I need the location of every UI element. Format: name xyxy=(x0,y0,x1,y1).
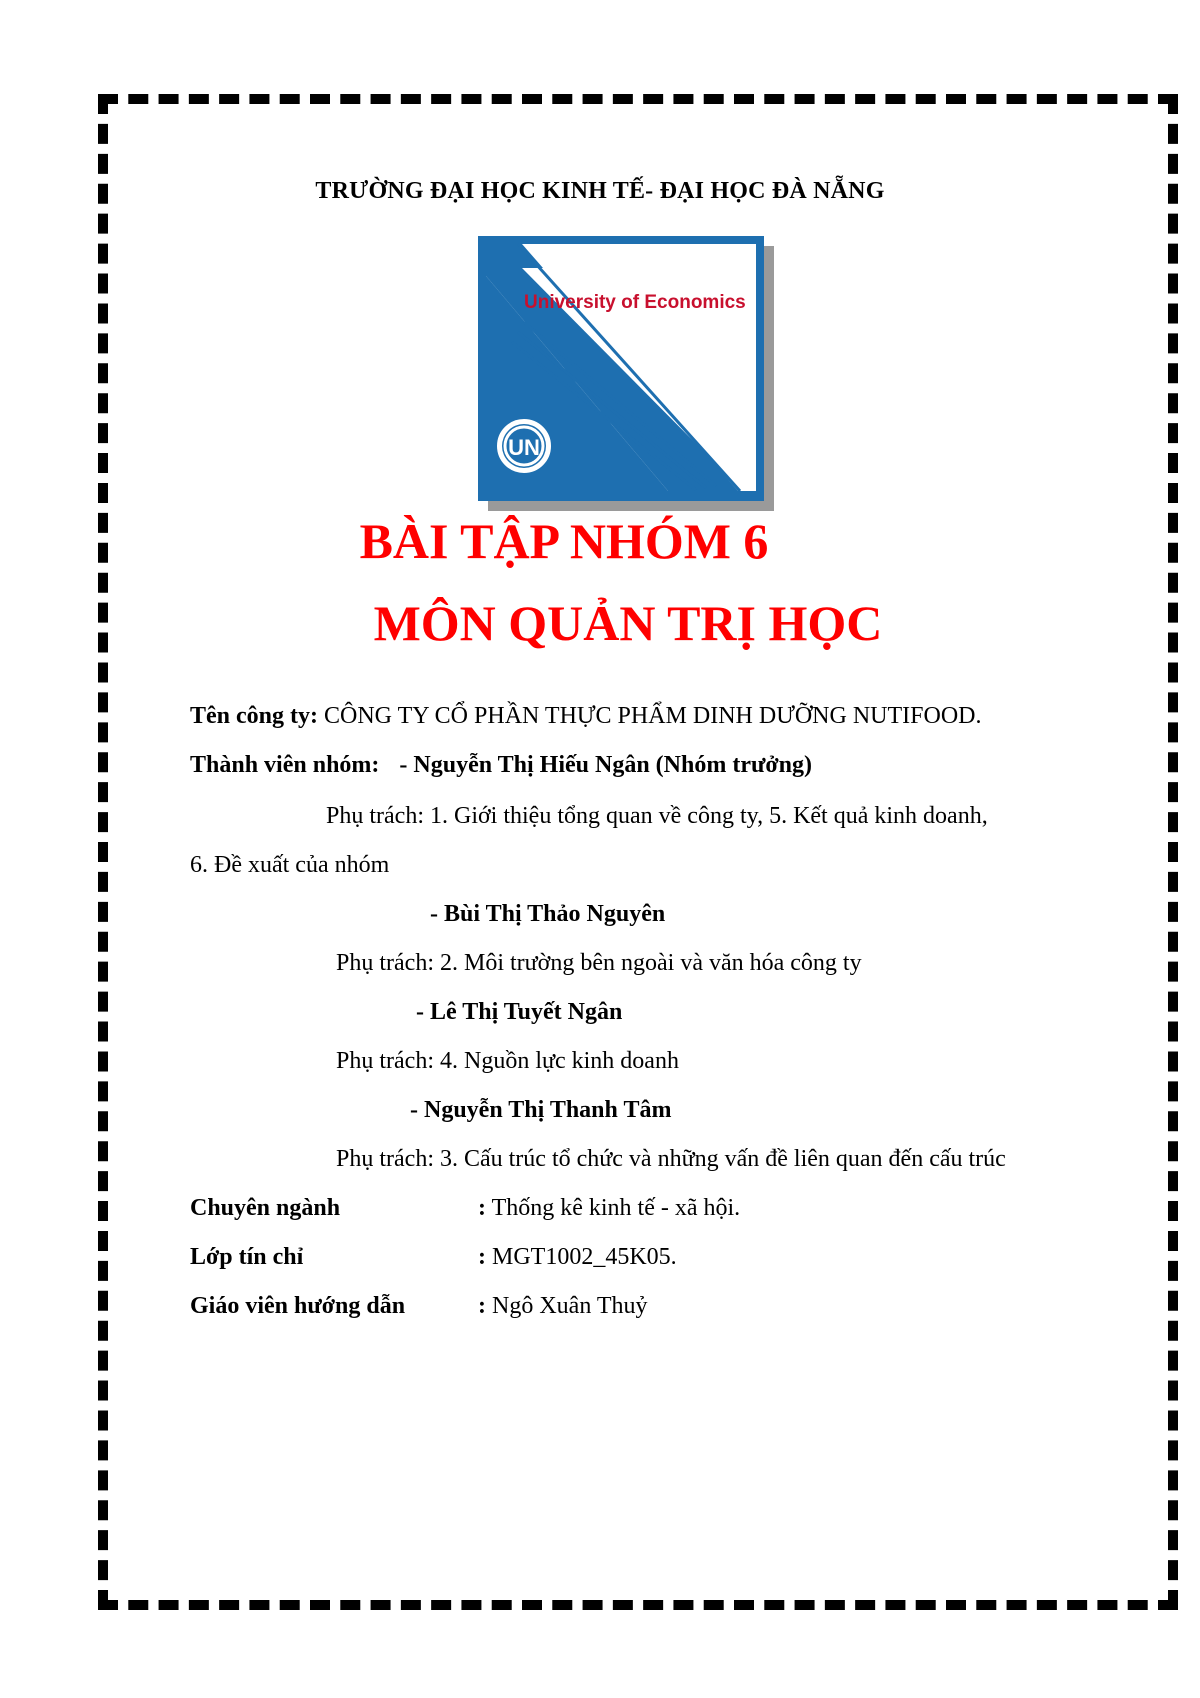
title-line-2: MÔN QUẢN TRỊ HỌC xyxy=(373,595,883,651)
member-name: - Nguyễn Thị Hiếu Ngân (Nhóm trưởng) xyxy=(399,752,813,778)
member-name: - Lê Thị Tuyết Ngân xyxy=(416,999,623,1025)
member-task-continued: 6. Đề xuất của nhóm xyxy=(190,852,390,878)
major-label: Chuyên ngành xyxy=(190,1195,341,1221)
logo-emblem: UN xyxy=(508,435,540,460)
member-name: - Nguyễn Thị Thanh Tâm xyxy=(410,1097,672,1123)
class-label: Lớp tín chỉ xyxy=(190,1244,304,1270)
member-task: Phụ trách: 2. Môi trường bên ngoài và văn hóa công ty xyxy=(336,950,862,976)
university-logo xyxy=(478,236,774,511)
member-name: - Bùi Thị Thảo Nguyên xyxy=(430,901,666,927)
instructor-value: : Ngô Xuân Thuỷ xyxy=(478,1293,648,1319)
members-label: Thành viên nhóm: xyxy=(190,752,380,778)
member-task: Phụ trách: 3. Cấu trúc tổ chức và những vấn đề liên quan đến cấu trúc xyxy=(336,1146,1006,1172)
instructor-label: Giáo viên hướng dẫn xyxy=(190,1293,406,1319)
school-name: TRƯỜNG ĐẠI HỌC KINH TẾ- ĐẠI HỌC ĐÀ NẴNG xyxy=(315,178,885,204)
title-line-1: BÀI TẬP NHÓM 6 xyxy=(359,513,769,569)
company-line xyxy=(190,703,982,730)
members-line xyxy=(190,752,812,779)
logo-text: University of Economics xyxy=(524,292,746,313)
company-label: Tên công ty: xyxy=(190,703,318,729)
member-task: Phụ trách: 1. Giới thiệu tổng quan về công ty, 5. Kết quả kinh doanh, xyxy=(326,803,988,829)
member-task: Phụ trách: 4. Nguồn lực kinh doanh xyxy=(336,1048,679,1074)
company-value: CÔNG TY CỔ PHẦN THỰC PHẨM DINH DƯỠNG NUTIFOOD. xyxy=(318,703,982,729)
class-value: : MGT1002_45K05. xyxy=(478,1244,677,1270)
major-value: : Thống kê kinh tế - xã hội. xyxy=(478,1195,741,1221)
